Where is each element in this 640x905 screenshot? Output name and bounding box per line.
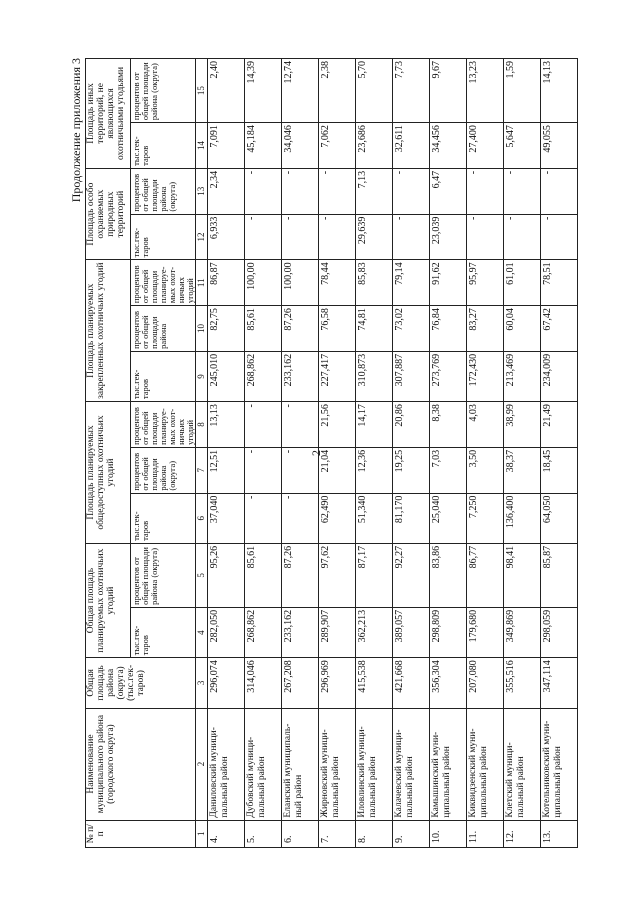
cell-public-pct-planned: -	[282, 402, 319, 448]
cell-other-thousand-ha: 7,062	[319, 123, 356, 169]
cell-public-pct-area: 19,25	[393, 447, 430, 493]
cell-total-area: 421,668	[393, 658, 430, 708]
cell-protected-pct: -	[393, 168, 430, 214]
cell-other-pct: 2,38	[319, 59, 356, 123]
subheader-pct-area: процентов от общей площади района (округа)	[131, 59, 196, 123]
cell-district-name: Камышинский муни-ципальный район	[430, 708, 467, 820]
cell-district-name: Дубовский муници-пальный район	[245, 708, 282, 820]
cell-reserved-thousand-ha: 268,862	[245, 351, 282, 401]
cell-planned-pct: 92,27	[393, 543, 430, 607]
column-number: 2	[196, 708, 208, 820]
header-row-groups	[86, 59, 131, 848]
cell-total-area: 207,080	[467, 658, 504, 708]
cell-public-pct-area: 38,37	[504, 447, 541, 493]
cell-no: 5.	[245, 820, 282, 847]
column-number: 9	[196, 351, 208, 401]
column-number: 4	[196, 607, 208, 657]
cell-reserved-pct-area: 83,27	[467, 306, 504, 352]
cell-no: 12.	[504, 820, 541, 847]
cell-public-pct-planned: 8,38	[430, 402, 467, 448]
cell-public-pct-area: 7,03	[430, 447, 467, 493]
table-row	[541, 59, 578, 848]
cell-planned-thousand-ha: 389,057	[393, 607, 430, 657]
cell-protected-pct: 6,47	[430, 168, 467, 214]
column-number: 7	[196, 447, 208, 493]
cell-other-thousand-ha: 7,091	[208, 123, 245, 169]
cell-other-thousand-ha: 34,456	[430, 123, 467, 169]
cell-protected-thousand-ha: -	[504, 214, 541, 260]
cell-public-pct-area: -	[282, 447, 319, 493]
cell-district-name: Калачевский муници-пальный район	[393, 708, 430, 820]
cell-public-pct-planned: 4,03	[467, 402, 504, 448]
header-other: Площадь иных территорий, не являющихся охотничьими угодьями	[86, 59, 131, 169]
cell-public-pct-area: 12,51	[208, 447, 245, 493]
cell-reserved-thousand-ha: 233,162	[282, 351, 319, 401]
column-number: 10	[196, 306, 208, 352]
cell-protected-pct: 7,13	[356, 168, 393, 214]
rotated-content	[65, 53, 640, 848]
cell-district-name: Еланский муниципаль-ный район	[282, 708, 319, 820]
cell-protected-thousand-ha: -	[541, 214, 578, 260]
cell-public-thousand-ha: 62,490	[319, 493, 356, 543]
cell-public-thousand-ha: -	[282, 493, 319, 543]
cell-reserved-thousand-ha: 307,887	[393, 351, 430, 401]
cell-other-pct: 9,67	[430, 59, 467, 123]
cell-total-area: 356,304	[430, 658, 467, 708]
cell-total-area: 296,969	[319, 658, 356, 708]
cell-reserved-thousand-ha: 227,417	[319, 351, 356, 401]
header-reserved-hunting: Площадь планируемых закрепленных охотничьих угодий	[86, 260, 131, 402]
subheader-thousand-ha: тыс.гек-таров	[131, 214, 196, 260]
cell-public-pct-planned: 21,49	[541, 402, 578, 448]
cell-total-area: 314,046	[245, 658, 282, 708]
cell-reserved-pct-area: 60,04	[504, 306, 541, 352]
subheader-pct-district: процентов от общей площади района	[131, 306, 196, 352]
header-name: Наименование муниципального района (городского округа)	[86, 708, 196, 820]
cell-protected-pct: -	[504, 168, 541, 214]
cell-planned-pct: 83,86	[430, 543, 467, 607]
cell-protected-thousand-ha: -	[393, 214, 430, 260]
page-number: 2	[309, 450, 323, 456]
cell-planned-pct: 87,26	[282, 543, 319, 607]
cell-planned-pct: 85,87	[541, 543, 578, 607]
cell-public-pct-area: -	[245, 447, 282, 493]
cell-district-name: Киквидзенский муни-ципальный район	[467, 708, 504, 820]
column-number: 5	[196, 543, 208, 607]
cell-reserved-pct-planned: 85,83	[356, 260, 393, 306]
cell-public-pct-area: 21,04	[319, 447, 356, 493]
cell-public-pct-planned: 38,99	[504, 402, 541, 448]
cell-public-thousand-ha: 81,170	[393, 493, 430, 543]
cell-planned-thousand-ha: 268,862	[245, 607, 282, 657]
cell-total-area: 296,074	[208, 658, 245, 708]
cell-other-pct: 5,70	[356, 59, 393, 123]
cell-reserved-pct-area: 76,58	[319, 306, 356, 352]
cell-no: 11.	[467, 820, 504, 847]
cell-reserved-pct-planned: 61,01	[504, 260, 541, 306]
cell-protected-thousand-ha: 6,933	[208, 214, 245, 260]
cell-other-thousand-ha: 45,184	[245, 123, 282, 169]
cell-reserved-pct-area: 87,26	[282, 306, 319, 352]
subheader-thousand-ha: тыс.гек-таров	[131, 123, 196, 169]
cell-no: 13.	[541, 820, 578, 847]
cell-protected-pct: -	[282, 168, 319, 214]
cell-other-thousand-ha: 27,400	[467, 123, 504, 169]
cell-reserved-pct-area: 73,02	[393, 306, 430, 352]
column-number: 6	[196, 493, 208, 543]
cell-reserved-pct-planned: 91,62	[430, 260, 467, 306]
cell-reserved-thousand-ha: 273,769	[430, 351, 467, 401]
cell-other-thousand-ha: 23,686	[356, 123, 393, 169]
cell-protected-pct: 2,34	[208, 168, 245, 214]
cell-reserved-thousand-ha: 234,009	[541, 351, 578, 401]
cell-other-pct: 12,74	[282, 59, 319, 123]
table-row	[393, 59, 430, 848]
cell-public-thousand-ha: 7,250	[467, 493, 504, 543]
cell-public-thousand-ha: 51,340	[356, 493, 393, 543]
cell-other-pct: 14,13	[541, 59, 578, 123]
cell-protected-pct: -	[541, 168, 578, 214]
cell-reserved-thousand-ha: 213,469	[504, 351, 541, 401]
cell-no: 6.	[282, 820, 319, 847]
cell-public-thousand-ha: 136,400	[504, 493, 541, 543]
cell-protected-thousand-ha: -	[319, 214, 356, 260]
cell-public-thousand-ha: 25,040	[430, 493, 467, 543]
table-body	[208, 59, 578, 848]
cell-planned-pct: 87,17	[356, 543, 393, 607]
cell-public-pct-planned: 13,13	[208, 402, 245, 448]
table-row	[282, 59, 319, 848]
cell-no: 10.	[430, 820, 467, 847]
header-no: № п/п	[86, 820, 196, 847]
cell-reserved-pct-planned: 79,14	[393, 260, 430, 306]
cell-protected-thousand-ha: -	[467, 214, 504, 260]
cell-reserved-thousand-ha: 310,873	[356, 351, 393, 401]
cell-planned-thousand-ha: 179,680	[467, 607, 504, 657]
cell-public-pct-planned: 20,86	[393, 402, 430, 448]
header-protected: Площадь особо охраняемых природных территорий	[86, 168, 131, 259]
cell-reserved-pct-planned: 78,44	[319, 260, 356, 306]
cell-reserved-pct-area: 82,75	[208, 306, 245, 352]
table-row	[319, 59, 356, 848]
cell-protected-thousand-ha: -	[245, 214, 282, 260]
cell-other-thousand-ha: 49,055	[541, 123, 578, 169]
cell-public-pct-area: 12,36	[356, 447, 393, 493]
cell-planned-thousand-ha: 298,059	[541, 607, 578, 657]
cell-public-pct-planned: 14,17	[356, 402, 393, 448]
cell-planned-pct: 95,26	[208, 543, 245, 607]
cell-other-pct: 13,23	[467, 59, 504, 123]
cell-district-name: Даниловский муници-пальный район	[208, 708, 245, 820]
cell-no: 7.	[319, 820, 356, 847]
column-number: 14	[196, 123, 208, 169]
header-total-area: Общая площадь района (округа) (тыс.гек-таров)	[86, 658, 196, 708]
cell-planned-thousand-ha: 362,213	[356, 607, 393, 657]
cell-protected-thousand-ha: 29,639	[356, 214, 393, 260]
appendix-label: Продолжение приложения 3	[69, 58, 83, 203]
cell-protected-thousand-ha: -	[282, 214, 319, 260]
column-number: 11	[196, 260, 208, 306]
cell-reserved-pct-planned: 95,97	[467, 260, 504, 306]
cell-no: 9.	[393, 820, 430, 847]
header-planned-hunting: Общая площадь планируемых охотничьих угодий	[86, 543, 131, 657]
subheader-pct-planned: процентов от общей площади планируе-мых охот-ничьих угодий	[131, 260, 196, 306]
column-number: 8	[196, 402, 208, 448]
column-number-row	[196, 59, 208, 848]
cell-reserved-thousand-ha: 172,430	[467, 351, 504, 401]
cell-reserved-pct-area: 67,42	[541, 306, 578, 352]
cell-other-pct: 2,40	[208, 59, 245, 123]
table-row	[430, 59, 467, 848]
column-number: 13	[196, 168, 208, 214]
cell-reserved-pct-area: 74,81	[356, 306, 393, 352]
cell-reserved-thousand-ha: 245,010	[208, 351, 245, 401]
cell-public-pct-area: 18,45	[541, 447, 578, 493]
subheader-pct-area: процентов от общей площади района (округа)	[131, 447, 196, 493]
cell-planned-thousand-ha: 233,162	[282, 607, 319, 657]
cell-planned-pct: 97,62	[319, 543, 356, 607]
cell-total-area: 267,208	[282, 658, 319, 708]
table-row	[356, 59, 393, 848]
cell-other-pct: 7,73	[393, 59, 430, 123]
cell-protected-thousand-ha: 23,039	[430, 214, 467, 260]
subheader-thousand-ha: тыс.гек-таров	[131, 351, 196, 401]
cell-public-pct-area: 3,50	[467, 447, 504, 493]
subheader-pct-planned: процентов от общей площади планируе-мых охот-ничьих угодий	[131, 402, 196, 448]
table-row	[467, 59, 504, 848]
cell-reserved-pct-planned: 78,51	[541, 260, 578, 306]
cell-other-pct: 1,59	[504, 59, 541, 123]
cell-public-thousand-ha: -	[245, 493, 282, 543]
cell-district-name: Жирновский муници-пальный район	[319, 708, 356, 820]
cell-planned-thousand-ha: 298,809	[430, 607, 467, 657]
cell-reserved-pct-planned: 100,00	[282, 260, 319, 306]
subheader-pct-area: процентов от общей площади района (округа)	[131, 168, 196, 214]
cell-planned-thousand-ha: 349,869	[504, 607, 541, 657]
cell-reserved-pct-area: 85,61	[245, 306, 282, 352]
cell-protected-pct: -	[319, 168, 356, 214]
hunting-areas-table	[85, 58, 578, 848]
cell-public-pct-planned: -	[245, 402, 282, 448]
header-public-hunting: Площадь планируемых общедоступных охотничьих угодий	[86, 402, 131, 544]
cell-other-pct: 14,39	[245, 59, 282, 123]
column-number: 15	[196, 59, 208, 123]
cell-total-area: 415,538	[356, 658, 393, 708]
cell-no: 8.	[356, 820, 393, 847]
cell-reserved-pct-planned: 100,00	[245, 260, 282, 306]
cell-district-name: Иловлинский муници-пальный район	[356, 708, 393, 820]
cell-no: 4.	[208, 820, 245, 847]
column-number: 12	[196, 214, 208, 260]
cell-other-thousand-ha: 5,647	[504, 123, 541, 169]
cell-total-area: 347,114	[541, 658, 578, 708]
cell-planned-pct: 85,61	[245, 543, 282, 607]
cell-planned-thousand-ha: 289,907	[319, 607, 356, 657]
cell-district-name: Котельниковский муни-ципальный район	[541, 708, 578, 820]
subheader-thousand-ha: тыс.гек-таров	[131, 493, 196, 543]
column-number: 3	[196, 658, 208, 708]
cell-reserved-pct-planned: 86,87	[208, 260, 245, 306]
subheader-pct-area: процентов от общей площади района (округа)	[131, 543, 196, 607]
cell-planned-pct: 86,77	[467, 543, 504, 607]
cell-planned-pct: 98,41	[504, 543, 541, 607]
cell-district-name: Клетский муници-пальный район	[504, 708, 541, 820]
cell-planned-thousand-ha: 282,050	[208, 607, 245, 657]
table-row	[208, 59, 245, 848]
cell-public-pct-planned: 21,56	[319, 402, 356, 448]
cell-total-area: 355,516	[504, 658, 541, 708]
cell-protected-pct: -	[245, 168, 282, 214]
cell-other-thousand-ha: 32,611	[393, 123, 430, 169]
column-number: 1	[196, 820, 208, 847]
cell-protected-pct: -	[467, 168, 504, 214]
cell-reserved-pct-area: 76,84	[430, 306, 467, 352]
cell-other-thousand-ha: 34,046	[282, 123, 319, 169]
cell-public-thousand-ha: 37,040	[208, 493, 245, 543]
cell-public-thousand-ha: 64,050	[541, 493, 578, 543]
subheader-thousand-ha: тыс.гек-таров	[131, 607, 196, 657]
table-row	[504, 59, 541, 848]
table-row	[245, 59, 282, 848]
